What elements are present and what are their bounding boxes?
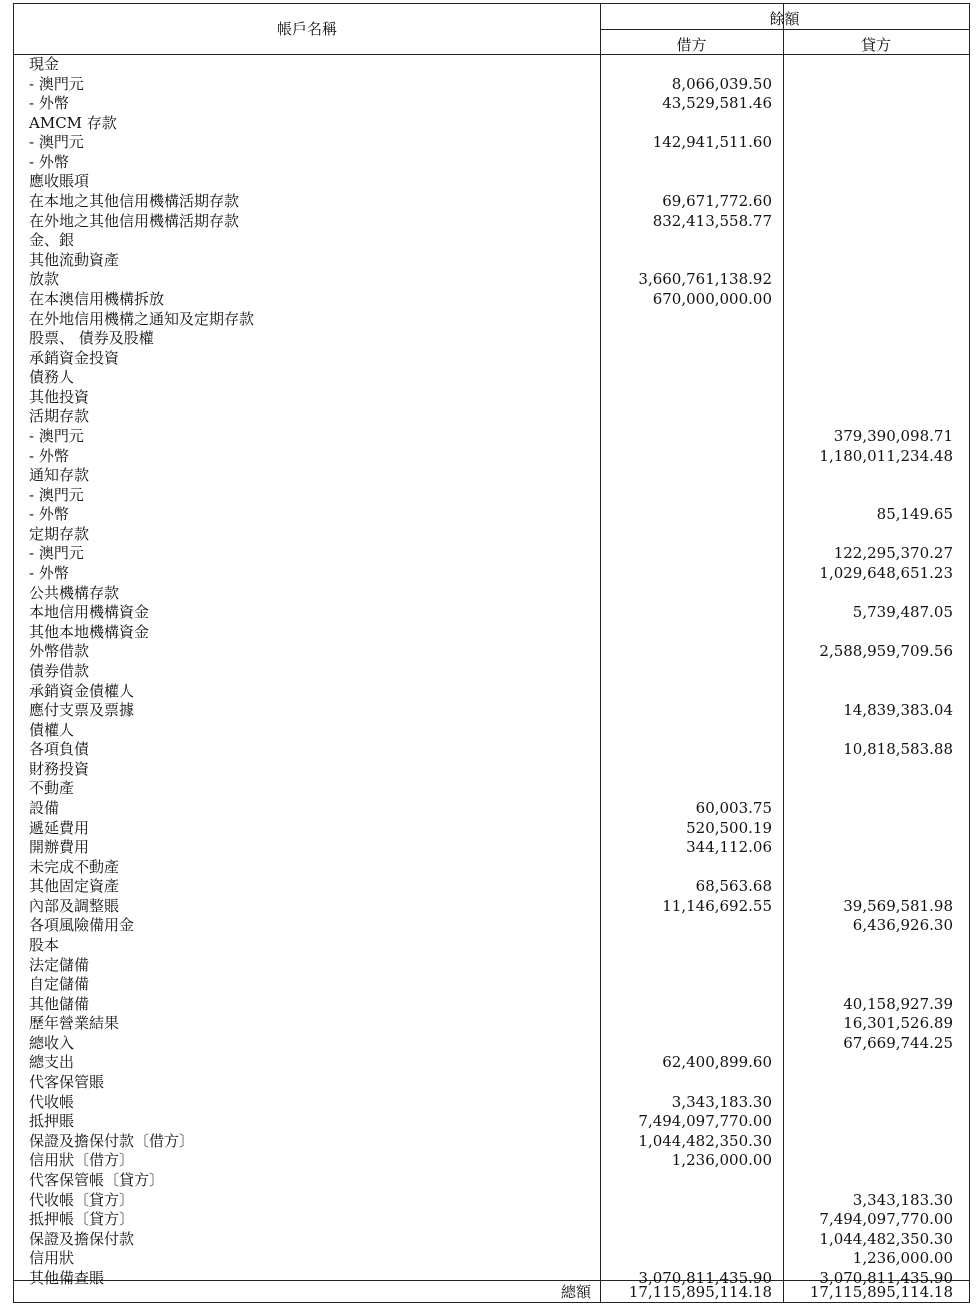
row-credit: 14,839,383.04 <box>843 701 953 720</box>
table-row <box>14 623 969 643</box>
table-row <box>14 662 969 682</box>
account-rows <box>14 55 969 1288</box>
row-account-name: 抵押賬 <box>29 1112 75 1131</box>
row-debit: 69,671,772.60 <box>662 192 772 211</box>
table-row <box>14 114 969 134</box>
row-account-name: 承銷資金債權人 <box>29 681 135 700</box>
row-account-name: 股票、 債券及股權 <box>29 329 154 348</box>
row-credit: 1,180,011,234.48 <box>819 446 953 465</box>
row-account-name: - 澳門元 <box>29 426 84 445</box>
row-account-name: 其他固定資產 <box>29 877 120 896</box>
table-row <box>14 525 969 545</box>
table-row <box>14 1210 969 1230</box>
table-row <box>14 466 969 486</box>
row-debit: 43,529,581.46 <box>662 94 772 113</box>
row-account-name: 股本 <box>29 936 60 955</box>
row-account-name: 在外地之其他信用機構活期存款 <box>29 211 240 230</box>
row-debit: 3,660,761,138.92 <box>638 270 772 289</box>
table-row <box>14 799 969 819</box>
row-account-name: 信用狀〔借方〕 <box>29 1151 135 1170</box>
row-debit: 68,563.68 <box>695 877 772 896</box>
row-credit: 3,070,811,435.90 <box>819 1268 953 1287</box>
table-row <box>14 407 969 427</box>
row-debit: 3,070,811,435.90 <box>638 1268 772 1287</box>
row-account-name: 保證及擔保付款〔借方〕 <box>29 1131 195 1150</box>
row-credit: 1,044,482,350.30 <box>819 1229 953 1248</box>
row-account-name: 歷年營業結果 <box>29 1014 120 1033</box>
table-row <box>14 368 969 388</box>
table-row <box>14 290 969 310</box>
row-account-name: 金、銀 <box>29 231 75 250</box>
table-row <box>14 995 969 1015</box>
table-row <box>14 682 969 702</box>
row-credit: 39,569,581.98 <box>843 896 953 915</box>
table-row <box>14 94 969 114</box>
row-account-name: - 外幣 <box>29 564 69 583</box>
table-row <box>14 956 969 976</box>
row-account-name: 代客保管帳〔貸方〕 <box>29 1170 165 1189</box>
row-debit: 1,044,482,350.30 <box>638 1131 772 1150</box>
table-row <box>14 505 969 525</box>
row-credit: 122,295,370.27 <box>833 544 953 563</box>
row-account-name: 本地信用機構資金 <box>29 603 150 622</box>
table-row <box>14 584 969 604</box>
row-account-name: 各項負債 <box>29 740 90 759</box>
row-debit: 344,112.06 <box>686 838 772 857</box>
row-credit: 1,236,000.00 <box>852 1249 953 1268</box>
row-account-name: 外幣借款 <box>29 642 90 661</box>
table-row <box>14 877 969 897</box>
row-debit: 520,500.19 <box>686 818 772 837</box>
row-credit: 40,158,927.39 <box>843 994 953 1013</box>
table-row <box>14 779 969 799</box>
table-row <box>14 1034 969 1054</box>
table-row <box>14 329 969 349</box>
row-account-name: 各項風險備用金 <box>29 916 135 935</box>
table-row <box>14 231 969 251</box>
row-account-name: - 澳門元 <box>29 485 84 504</box>
table-row <box>14 1171 969 1191</box>
table-row <box>14 642 969 662</box>
row-account-name: 開辦費用 <box>29 838 90 857</box>
table-row <box>14 1249 969 1269</box>
row-account-name: 遞延費用 <box>29 818 90 837</box>
table-row <box>14 1053 969 1073</box>
row-account-name: - 外幣 <box>29 505 69 524</box>
table-row <box>14 55 969 75</box>
row-account-name: 總收入 <box>29 1033 75 1052</box>
row-credit: 67,669,744.25 <box>843 1033 953 1052</box>
table-row <box>14 544 969 564</box>
row-account-name: AMCM 存款 <box>29 113 117 132</box>
row-debit: 62,400,899.60 <box>662 1053 772 1072</box>
table-row <box>14 172 969 192</box>
row-account-name: 財務投資 <box>29 759 90 778</box>
header-debit: 借方 <box>676 36 707 54</box>
table-row <box>14 133 969 153</box>
table-row <box>14 721 969 741</box>
row-account-name: 保證及擔保付款 <box>29 1229 135 1248</box>
row-account-name: 債務人 <box>29 368 75 387</box>
row-account-name: - 外幣 <box>29 446 69 465</box>
row-account-name: - 澳門元 <box>29 133 84 152</box>
row-debit: 670,000,000.00 <box>652 289 772 308</box>
row-account-name: 代收帳 <box>29 1092 75 1111</box>
row-account-name: 未完成不動產 <box>29 857 120 876</box>
row-credit: 85,149.65 <box>876 505 953 524</box>
row-debit: 1,236,000.00 <box>671 1151 772 1170</box>
table-row <box>14 447 969 467</box>
table-row <box>14 916 969 936</box>
header-balance: 餘額 <box>769 10 800 28</box>
row-debit: 832,413,558.77 <box>652 211 772 230</box>
row-account-name: - 澳門元 <box>29 74 84 93</box>
row-account-name: 內部及調整賬 <box>29 896 120 915</box>
row-credit: 1,029,648,651.23 <box>819 564 953 583</box>
row-debit: 3,343,183.30 <box>671 1092 772 1111</box>
table-row <box>14 1230 969 1250</box>
row-account-name: - 澳門元 <box>29 544 84 563</box>
row-account-name: 放款 <box>29 270 60 289</box>
total-row <box>14 1282 969 1302</box>
row-account-name: 承銷資金投資 <box>29 348 120 367</box>
row-credit: 16,301,526.89 <box>843 1014 953 1033</box>
row-account-name: - 外幣 <box>29 152 69 171</box>
table-row <box>14 740 969 760</box>
total-debit: 17,115,895,114.18 <box>628 1283 772 1301</box>
row-account-name: 代收帳〔貸方〕 <box>29 1190 135 1209</box>
total-label: 總額 <box>560 1283 591 1301</box>
table-row <box>14 897 969 917</box>
row-account-name: 總支出 <box>29 1053 75 1072</box>
row-credit: 6,436,926.30 <box>852 916 953 935</box>
table-row <box>14 388 969 408</box>
table-row <box>14 153 969 173</box>
table-row <box>14 486 969 506</box>
row-account-name: - 外幣 <box>29 94 69 113</box>
table-row <box>14 760 969 780</box>
table-row <box>14 427 969 447</box>
row-account-name: 債權人 <box>29 720 75 739</box>
row-account-name: 公共機構存款 <box>29 583 120 602</box>
row-account-name: 其他備查賬 <box>29 1268 105 1287</box>
row-account-name: 其他儲備 <box>29 994 90 1013</box>
row-account-name: 債券借款 <box>29 661 90 680</box>
header-account-name: 帳戶名稱 <box>276 20 337 38</box>
table-row <box>14 192 969 212</box>
row-account-name: 應收賬項 <box>29 172 90 191</box>
row-account-name: 不動產 <box>29 779 75 798</box>
row-credit: 2,588,959,709.56 <box>819 642 953 661</box>
table-row <box>14 1191 969 1211</box>
header-credit: 貸方 <box>860 36 891 54</box>
row-account-name: 現金 <box>29 55 60 73</box>
row-credit: 7,494,097,770.00 <box>819 1210 953 1229</box>
row-account-name: 設備 <box>29 798 60 817</box>
row-credit: 3,343,183.30 <box>852 1190 953 1209</box>
table-row <box>14 564 969 584</box>
table-row <box>14 1151 969 1171</box>
table-row <box>14 819 969 839</box>
row-account-name: 其他流動資產 <box>29 250 120 269</box>
table-row <box>14 936 969 956</box>
table-row <box>14 75 969 95</box>
table-row <box>14 1093 969 1113</box>
row-account-name: 在本地之其他信用機構活期存款 <box>29 192 240 211</box>
table-row <box>14 701 969 721</box>
row-credit: 5,739,487.05 <box>852 603 953 622</box>
row-account-name: 活期存款 <box>29 407 90 426</box>
row-debit: 11,146,692.55 <box>662 896 772 915</box>
row-account-name: 在本澳信用機構拆放 <box>29 289 165 308</box>
row-account-name: 應付支票及票據 <box>29 701 135 720</box>
table-row <box>14 1014 969 1034</box>
row-account-name: 其他投資 <box>29 387 90 406</box>
row-account-name: 自定儲備 <box>29 975 90 994</box>
table-row <box>14 212 969 232</box>
table-row <box>14 858 969 878</box>
table-row <box>14 603 969 623</box>
table-row <box>14 1112 969 1132</box>
row-credit: 379,390,098.71 <box>833 426 953 445</box>
row-account-name: 定期存款 <box>29 524 90 543</box>
row-account-name: 法定儲備 <box>29 955 90 974</box>
row-debit: 7,494,097,770.00 <box>638 1112 772 1131</box>
row-account-name: 信用狀 <box>29 1249 75 1268</box>
row-account-name: 在外地信用機構之通知及定期存款 <box>29 309 255 328</box>
table-row <box>14 975 969 995</box>
row-debit: 8,066,039.50 <box>671 74 772 93</box>
row-account-name: 代客保管賬 <box>29 1073 105 1092</box>
table-row <box>14 251 969 271</box>
table-row <box>14 349 969 369</box>
table-row <box>14 1073 969 1093</box>
total-credit: 17,115,895,114.18 <box>809 1283 953 1301</box>
row-debit: 60,003.75 <box>695 798 772 817</box>
row-account-name: 通知存款 <box>29 466 90 485</box>
row-credit: 10,818,583.88 <box>843 740 953 759</box>
header-divider-balance <box>600 29 969 30</box>
table-row <box>14 310 969 330</box>
table-row <box>14 1132 969 1152</box>
row-debit: 142,941,511.60 <box>652 133 772 152</box>
table-row <box>14 270 969 290</box>
row-account-name: 抵押帳〔貸方〕 <box>29 1210 135 1229</box>
trial-balance-table <box>13 3 970 1303</box>
table-row <box>14 838 969 858</box>
row-account-name: 其他本地機構資金 <box>29 622 150 641</box>
